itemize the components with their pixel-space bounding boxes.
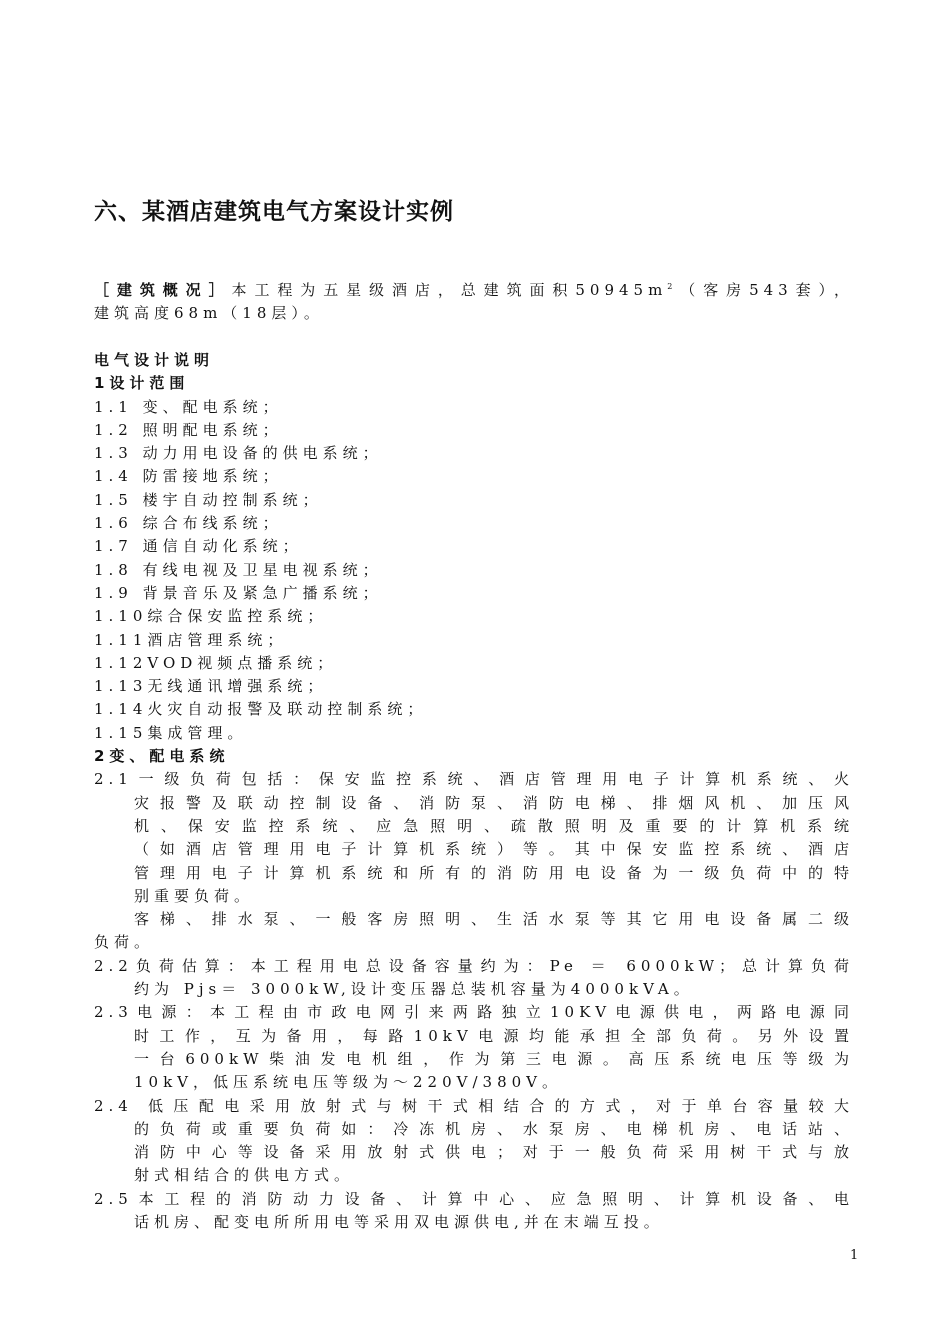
text-line: 2.3电源：本工程由市政电网引来两路独立10KV电源供电，两路电源同 [94, 1003, 854, 1022]
list-item: 1.3 动力用电设备的供电系统； [94, 444, 383, 463]
paragraph-2-4 [94, 1095, 854, 1188]
text-line: 约为 Pjs＝ 3000kW,设计变压器总装机容量为4000kVA。 [134, 980, 694, 999]
overview-label: ［建筑概况］ [94, 281, 232, 299]
list-item: 1.12VOD视频点播系统； [94, 653, 338, 672]
paragraph-2-3 [94, 1001, 854, 1094]
text-line: 机、保安监控系统、应急照明、疏散照明及重要的计算机系统 [134, 816, 854, 835]
text-line: 射式相结合的供电方式。 [134, 1166, 355, 1185]
text-line: 灾报警及联动控制设备、消防泵、消防电梯、排烟风机、加压风 [134, 793, 854, 812]
page-title: 六、某酒店建筑电气方案设计实例 [94, 199, 454, 225]
list-item: 1.14火灾自动报警及联动控制系统； [94, 700, 428, 719]
page-number: 1 [850, 1248, 859, 1263]
text-line: 一台600kW柴油发电机组，作为第三电源。高压系统电压等级为 [134, 1049, 854, 1068]
text-line: 时工作，互为备用，每路10kV电源均能承担全部负荷。另外设置 [134, 1026, 854, 1045]
s2-heading: 2变、配电系统 [94, 747, 230, 766]
list-item: 1.6 综合布线系统； [94, 514, 283, 533]
text-line: 别重要负荷。 [134, 886, 255, 905]
overview-line-2: 建筑高度68m（18层）。 [94, 304, 324, 323]
text-line: 2.1一级负荷包括：保安监控系统、酒店管理用电子计算机系统、火 [94, 770, 854, 789]
s1-list [94, 396, 854, 745]
text-line: 2.2负荷估算：本工程用电总设备容量约为：Pe ＝ 6000kW；总计算负荷 [94, 956, 854, 975]
list-item: 1.2 照明配电系统； [94, 420, 283, 439]
list-item: 1.8 有线电视及卫星电视系统； [94, 560, 383, 579]
text-line: 2.5本工程的消防动力设备、计算中心、应急照明、计算机设备、电 [94, 1189, 854, 1208]
text-line: 消防中心等设备采用放射式供电；对于一般负荷采用树干式与放 [134, 1143, 854, 1162]
paragraph-2-1 [94, 768, 854, 954]
text-line: 客梯、排水泵、一般客房照明、生活水泵等其它用电设备属二级 [134, 910, 854, 929]
paragraph-2-2 [94, 955, 854, 1002]
section-title: 电气设计说明 [94, 351, 215, 369]
text-line: 10kV，低压系统电压等级为～220V/380V。 [134, 1073, 562, 1092]
text-line: 话机房、配变电所所用电等采用双电源供电,并在末端互投。 [134, 1212, 664, 1231]
list-item: 1.15集成管理。 [94, 723, 248, 742]
text-line: 负荷。 [94, 933, 155, 952]
list-item: 1.13无线通讯增强系统； [94, 677, 328, 696]
text-line: 管理用电子计算机系统和所有的消防用电设备为一级负荷中的特 [134, 863, 854, 882]
list-item: 1.7 通信自动化系统； [94, 537, 303, 556]
list-item: 1.11酒店管理系统； [94, 630, 288, 649]
overview-paragraph [94, 279, 854, 326]
text-line: 2.4 低压配电采用放射式与树干式相结合的方式，对于单台容量较大 [94, 1096, 854, 1115]
list-item: 1.9 背景音乐及紧急广播系统； [94, 583, 383, 602]
text-line: （如酒店管理用电子计算机系统）等。其中保安监控系统、酒店 [134, 840, 854, 859]
list-item: 1.5 楼宇自动控制系统； [94, 490, 323, 509]
s1-heading: 1设计范围 [94, 374, 190, 393]
text-line: 的负荷或重要负荷如：冷冻机房、水泵房、电梯机房、电话站、 [134, 1119, 854, 1138]
electrical-design-notes [94, 349, 854, 1234]
paragraph-2-5 [94, 1188, 854, 1235]
list-item: 1.10综合保安监控系统； [94, 607, 328, 626]
list-item: 1.4 防雷接地系统； [94, 467, 283, 486]
list-item: 1.1 变、配电系统； [94, 397, 283, 416]
overview-line-1: ［建筑概况］本工程为五星级酒店，总建筑面积$50945m^2$（客房543套）， [94, 281, 854, 299]
